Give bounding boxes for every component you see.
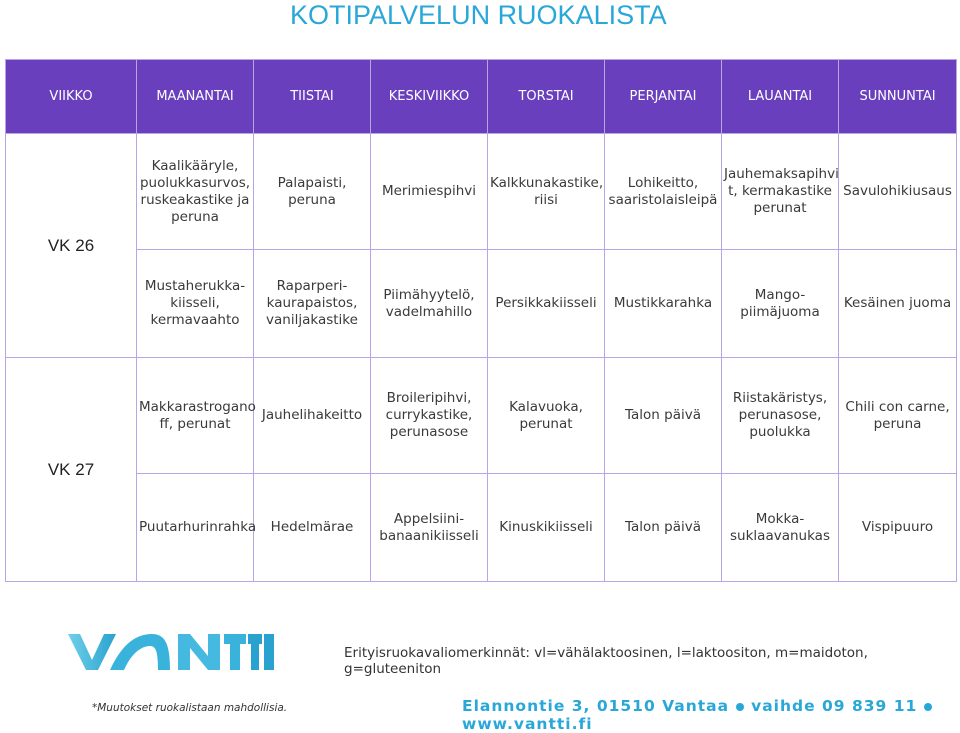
vantti-logo <box>66 630 276 674</box>
week-26-dish-row <box>6 134 957 250</box>
dessert-cell: Mustaherukka-kiisseli, kermavaahto <box>137 250 254 358</box>
dessert-cell: Raparperi-kaurapaistos, vaniljakastike <box>254 250 371 358</box>
bullet-icon <box>736 703 744 711</box>
dish-cell: Savulohikiusaus <box>839 134 957 250</box>
dessert-cell: Mokka-suklaavanukas <box>722 474 839 582</box>
dish-cell: Kalavuoka, perunat <box>488 358 605 474</box>
dessert-cell: Piimähyytelö, vadelmahillo <box>371 250 488 358</box>
header-day-sunday: SUNNUNTAI <box>839 60 957 134</box>
bullet-icon <box>924 703 932 711</box>
menu-table <box>5 59 957 582</box>
contact-footer <box>462 697 960 733</box>
dish-cell: Lohikeitto, saaristolaisleipä <box>605 134 722 250</box>
header-day-monday: MAANANTAI <box>137 60 254 134</box>
week-27-dish-row <box>6 358 957 474</box>
dish-cell: Jauhelihakeitto <box>254 358 371 474</box>
dessert-cell: Mustikkarahka <box>605 250 722 358</box>
dessert-cell: Talon päivä <box>605 474 722 582</box>
header-day-wednesday: KESKIVIIKKO <box>371 60 488 134</box>
header-row <box>6 60 957 134</box>
footer-phone: vaihde 09 839 11 <box>751 697 918 715</box>
vantti-logo-icon <box>66 630 276 674</box>
dessert-cell: Hedelmärae <box>254 474 371 582</box>
header-week: VIIKKO <box>6 60 137 134</box>
dish-cell: Chili con carne, peruna <box>839 358 957 474</box>
dish-cell: Merimiespihvi <box>371 134 488 250</box>
header-day-thursday: TORSTAI <box>488 60 605 134</box>
page-title: KOTIPALVELUN RUOKALISTA <box>290 0 667 30</box>
dish-cell: Kaalikääryle, puolukkasurvos, ruskeakastike ja peruna <box>137 134 254 250</box>
dish-cell: Makkarastrogano ff, perunat <box>137 358 254 474</box>
dish-cell: Broileripihvi, currykastike, perunasose <box>371 358 488 474</box>
dessert-cell: Kinuskikiisseli <box>488 474 605 582</box>
dish-cell: Riistakäristys, perunasose, puolukka <box>722 358 839 474</box>
week-26-dessert-row <box>6 250 957 358</box>
dish-cell: Kalkkunakastike, riisi <box>488 134 605 250</box>
week-label: VK 26 <box>6 134 137 358</box>
dessert-cell: Persikkakiisseli <box>488 250 605 358</box>
header-day-saturday: LAUANTAI <box>722 60 839 134</box>
dessert-cell: Vispipuuro <box>839 474 957 582</box>
dessert-cell: Mango-piimäjuoma <box>722 250 839 358</box>
changes-notice: *Muutokset ruokalistaan mahdollisia. <box>92 702 288 714</box>
week-27-dessert-row <box>6 474 957 582</box>
header-day-tuesday: TIISTAI <box>254 60 371 134</box>
dessert-cell: Puutarhurinrahka <box>137 474 254 582</box>
dessert-cell: Appelsiini-banaanikiisseli <box>371 474 488 582</box>
header-day-friday: PERJANTAI <box>605 60 722 134</box>
footer-web[interactable]: www.vantti.fi <box>462 715 593 733</box>
dish-cell: Talon päivä <box>605 358 722 474</box>
week-label: VK 27 <box>6 358 137 582</box>
dish-cell: Palapaisti, peruna <box>254 134 371 250</box>
diet-legend: Erityisruokavaliomerkinnät: vl=vähälaktoosinen, l=laktoositon, m=maidoton, g=gluteeniton <box>344 645 868 677</box>
footer-street: Elannontie 3, 01510 Vantaa <box>462 697 730 715</box>
dessert-cell: Kesäinen juoma <box>839 250 957 358</box>
dish-cell: Jauhemaksapihvi t, kermakastike perunat <box>722 134 839 250</box>
